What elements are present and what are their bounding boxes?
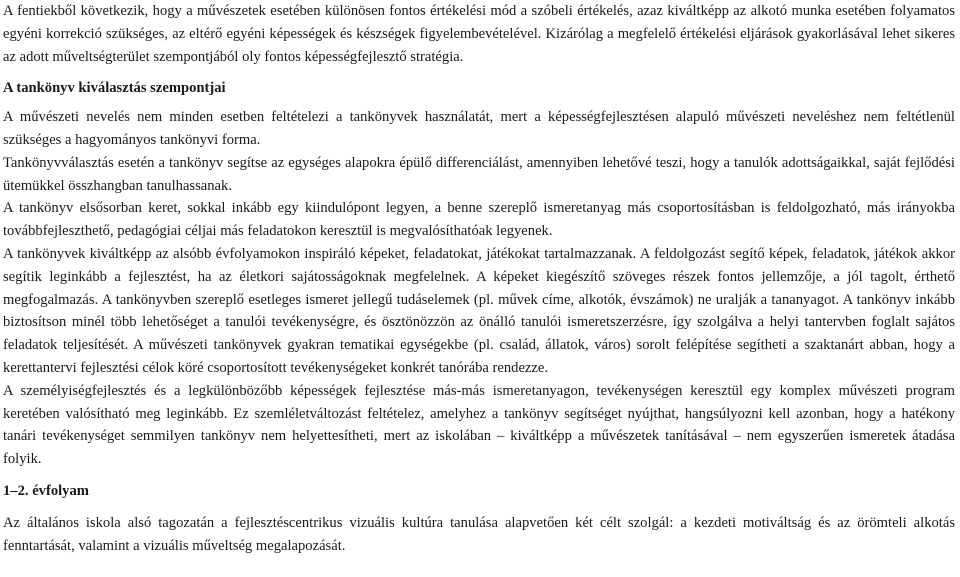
paragraph-4: A tankönyvek kiváltképp az alsóbb évfolyamokon inspiráló képeket, feladatokat, játékokat tartalmazzanak. A feldolgozást segítő képek, feladatok, játékok akkor segítik leginkább a fejlesztést, ha az életkori sajátosságoknak megfelelnek. A képeket kiegészítő szöveges részek fontos jellemzője, a jól tagolt, érthető megfogalmazás. A tankönyvben szereplő esetleges ismeret jellegű tudáselemek (pl. művek címe, alkotók, évszámok) ne uralják a tananyagot. A tankönyv inkább biztosítson minél több lehetőséget a tanulói tevékenységre, és ösztönözzön az önálló tanulói ismeretszerzésre, így szolgálva a helyi tantervben foglalt sajátos feladatok teljesítését. A művészeti tankönyvek gyakran tematikai egységekbe (pl. család, állatok, város) sorolt felépítése segítheti a szaktanárt abban, hogy a kerettantervi fejlesztési célok köré csoportosított tevékenységeket konkrét tanórába rendezze. (3, 245, 955, 376)
paragraph-5: A személyiségfejlesztés és a legkülönbözőbb képességek fejlesztése más-más ismeretanyagon, tevékenységen keresztül egy komplex művészeti program keretében valósítható meg leginkább. Ez szemléletváltozást feltételez, amelyhez a tankönyv segítséget nyújthat, hangsúlyozni kell azonban, hogy a hatékony tanári tevékenységet semmilyen tankönyv nem helyettesítheti, mert az iskolában – kiváltképp a művészetek tanításával – nem egyszerűen ismeretek átadása folyik. (3, 382, 955, 468)
intro-paragraph: A fentiekből következik, hogy a művészetek esetében különösen fontos értékelési mód a szóbeli értékelés, azaz kiváltképp az alkotó munka esetében folyamatos egyéni korrekció szükséges, az eltérő egyéni képességek és készségek figyelembevételével. Kizárólag a megfelelő értékelési eljárások gyakorlásával lehet sikeres az adott műveltségterület szempontjából oly fontos képességfejlesztő stratégia. (3, 3, 955, 65)
grade-heading: 1–2. évfolyam (3, 482, 89, 499)
paragraph-3: A tankönyv elsősorban keret, sokkal inkább egy kiindulópont legyen, a benne szereplő ismeretanyag más csoportosításban is feldolgozható, más irányokba továbbfejleszthető, pedagógiai céljai más feladatokon keresztül is megvalósíthatóak legyenek. (3, 200, 955, 240)
paragraph-1: A művészeti nevelés nem minden esetben feltételezi a tankönyvek használatát, mert a képességfejlesztésen alapuló művészeti neveléshez nem feltétlenül szükséges a hagyományos tankönyvi forma. (3, 109, 955, 148)
closing-paragraph: Az általános iskola alsó tagozatán a fejlesztéscentrikus vizuális kultúra tanulása alapvetően két célt szolgál: a kezdeti motiváltság és az örömteli alkotás fenntartását, valamint a vizuális műveltség megalapozását. (3, 514, 955, 554)
paragraph-2: Tankönyvválasztás esetén a tankönyv segítse az egységes alapokra épülő differenciálást, amennyiben lehetővé teszi, hogy a tanulók adottságaikkal, saját fejlődési ütemükkel összhangban tanulhassanak. (3, 154, 955, 194)
document-page (3, 0, 955, 557)
section-heading: A tankönyv kiválasztás szempontjai (3, 80, 226, 97)
